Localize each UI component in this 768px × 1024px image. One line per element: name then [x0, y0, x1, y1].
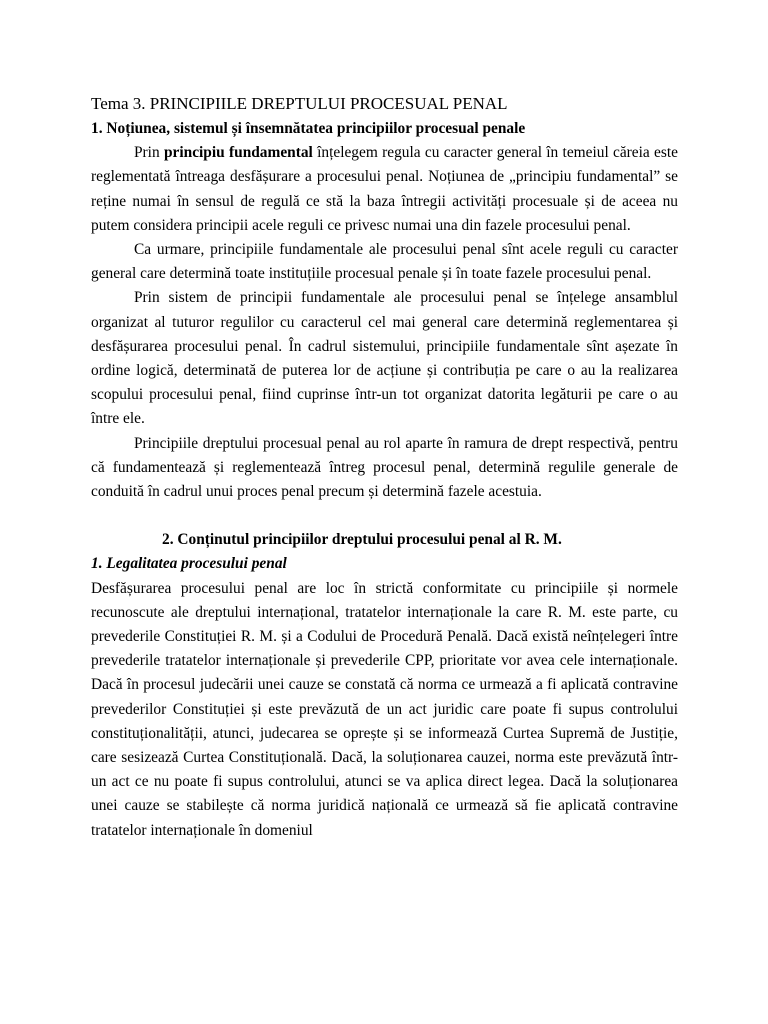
- subsection-1-heading: 1. Legalitatea procesului penal: [91, 555, 287, 573]
- title-prefix: Tema 3.: [91, 94, 146, 113]
- paragraph-4: Principiile dreptului procesual penal au rol aparte în ramura de drept respectivă, pentru că fundamentează și reglementează întreg procesul penal, determină regulile generale de conduită în cadrul unui proces penal precum și determină fazele acestuia.: [91, 434, 678, 501]
- term-principiu-fundamental: principiu fundamental: [163, 144, 313, 162]
- section-1-heading: 1. Noțiunea, sistemul și însemnătatea principiilor procesual penale: [91, 120, 526, 137]
- title-main: PRINCIPIILE DREPTULUI PROCESUAL PENAL: [149, 94, 508, 113]
- paragraph-2: Ca urmare, principiile fundamentale ale procesului penal sînt acele reguli cu caracter general care determină toate instituțiile procesual penale și în toate fazele procesului penal.: [91, 241, 678, 283]
- paragraph-1: Prin principiu fundamental înțelegem regula cu caracter general în temeiul căreia este reglementată întreaga desfășurare a procesului penal. Noțiunea de „principiu fundamental” se reține numai în sensul de regulă ce stă la baza întregii activități procesuale și de aceea nu putem considera principii acele reguli ce privesc numai una din fazele procesului penal.: [91, 144, 678, 234]
- page-title: [91, 91, 678, 117]
- paragraph-3: Prin sistem de principii fundamentale ale procesului penal se înțelege ansamblul organizat al tuturor regulilor cu caracterul cel mai general care determină reglementarea și desfășurarea procesului penal. În cadrul sistemului, principiile fundamentale sînt așezate în ordine logică, determinată de puterea lor de acțiune și contribuția pe care o au la realizarea scopului procesului penal, fiind cuprinse într-un tot organizat datorita legăturii pe care o au între ele.: [91, 289, 678, 428]
- section-2-heading: 2. Conținutul principiilor dreptului procesului penal al R. M.: [162, 531, 562, 549]
- paragraph-5: Desfășurarea procesului penal are loc în strictă conformitate cu principiile și normele recunoscute ale dreptului internațional, tratatelor internaționale la care R. M. este parte, cu prevederile Constituției R. M. și a Codului de Procedură Penală. Dacă există neînțelegeri între prevederile tratatelor internaționale și prevederile CPP, prioritate vor avea cele internaționale. Dacă în procesul judecării unei cauze se constată că norma ce urmează a fi aplicată contravine prevederilor Constituției și este prevăzută de un act juridic care poate fi supus controlului constituționalității, atunci, judecarea se oprește și se informează Curtea Supremă de Justiție, care sesizează Curtea Constituțională. Dacă, la soluționarea cauzei, norma este prevăzută într-un act ce nu poate fi supus controlului, atunci se va aplica direct legea. Dacă la soluționarea unei cauze se stabilește că norma juridică națională ce urmează să fie aplicată contravine tratatelor internaționale în domeniul: [91, 579, 678, 839]
- blank-line: [91, 504, 678, 528]
- document-page: [91, 91, 678, 843]
